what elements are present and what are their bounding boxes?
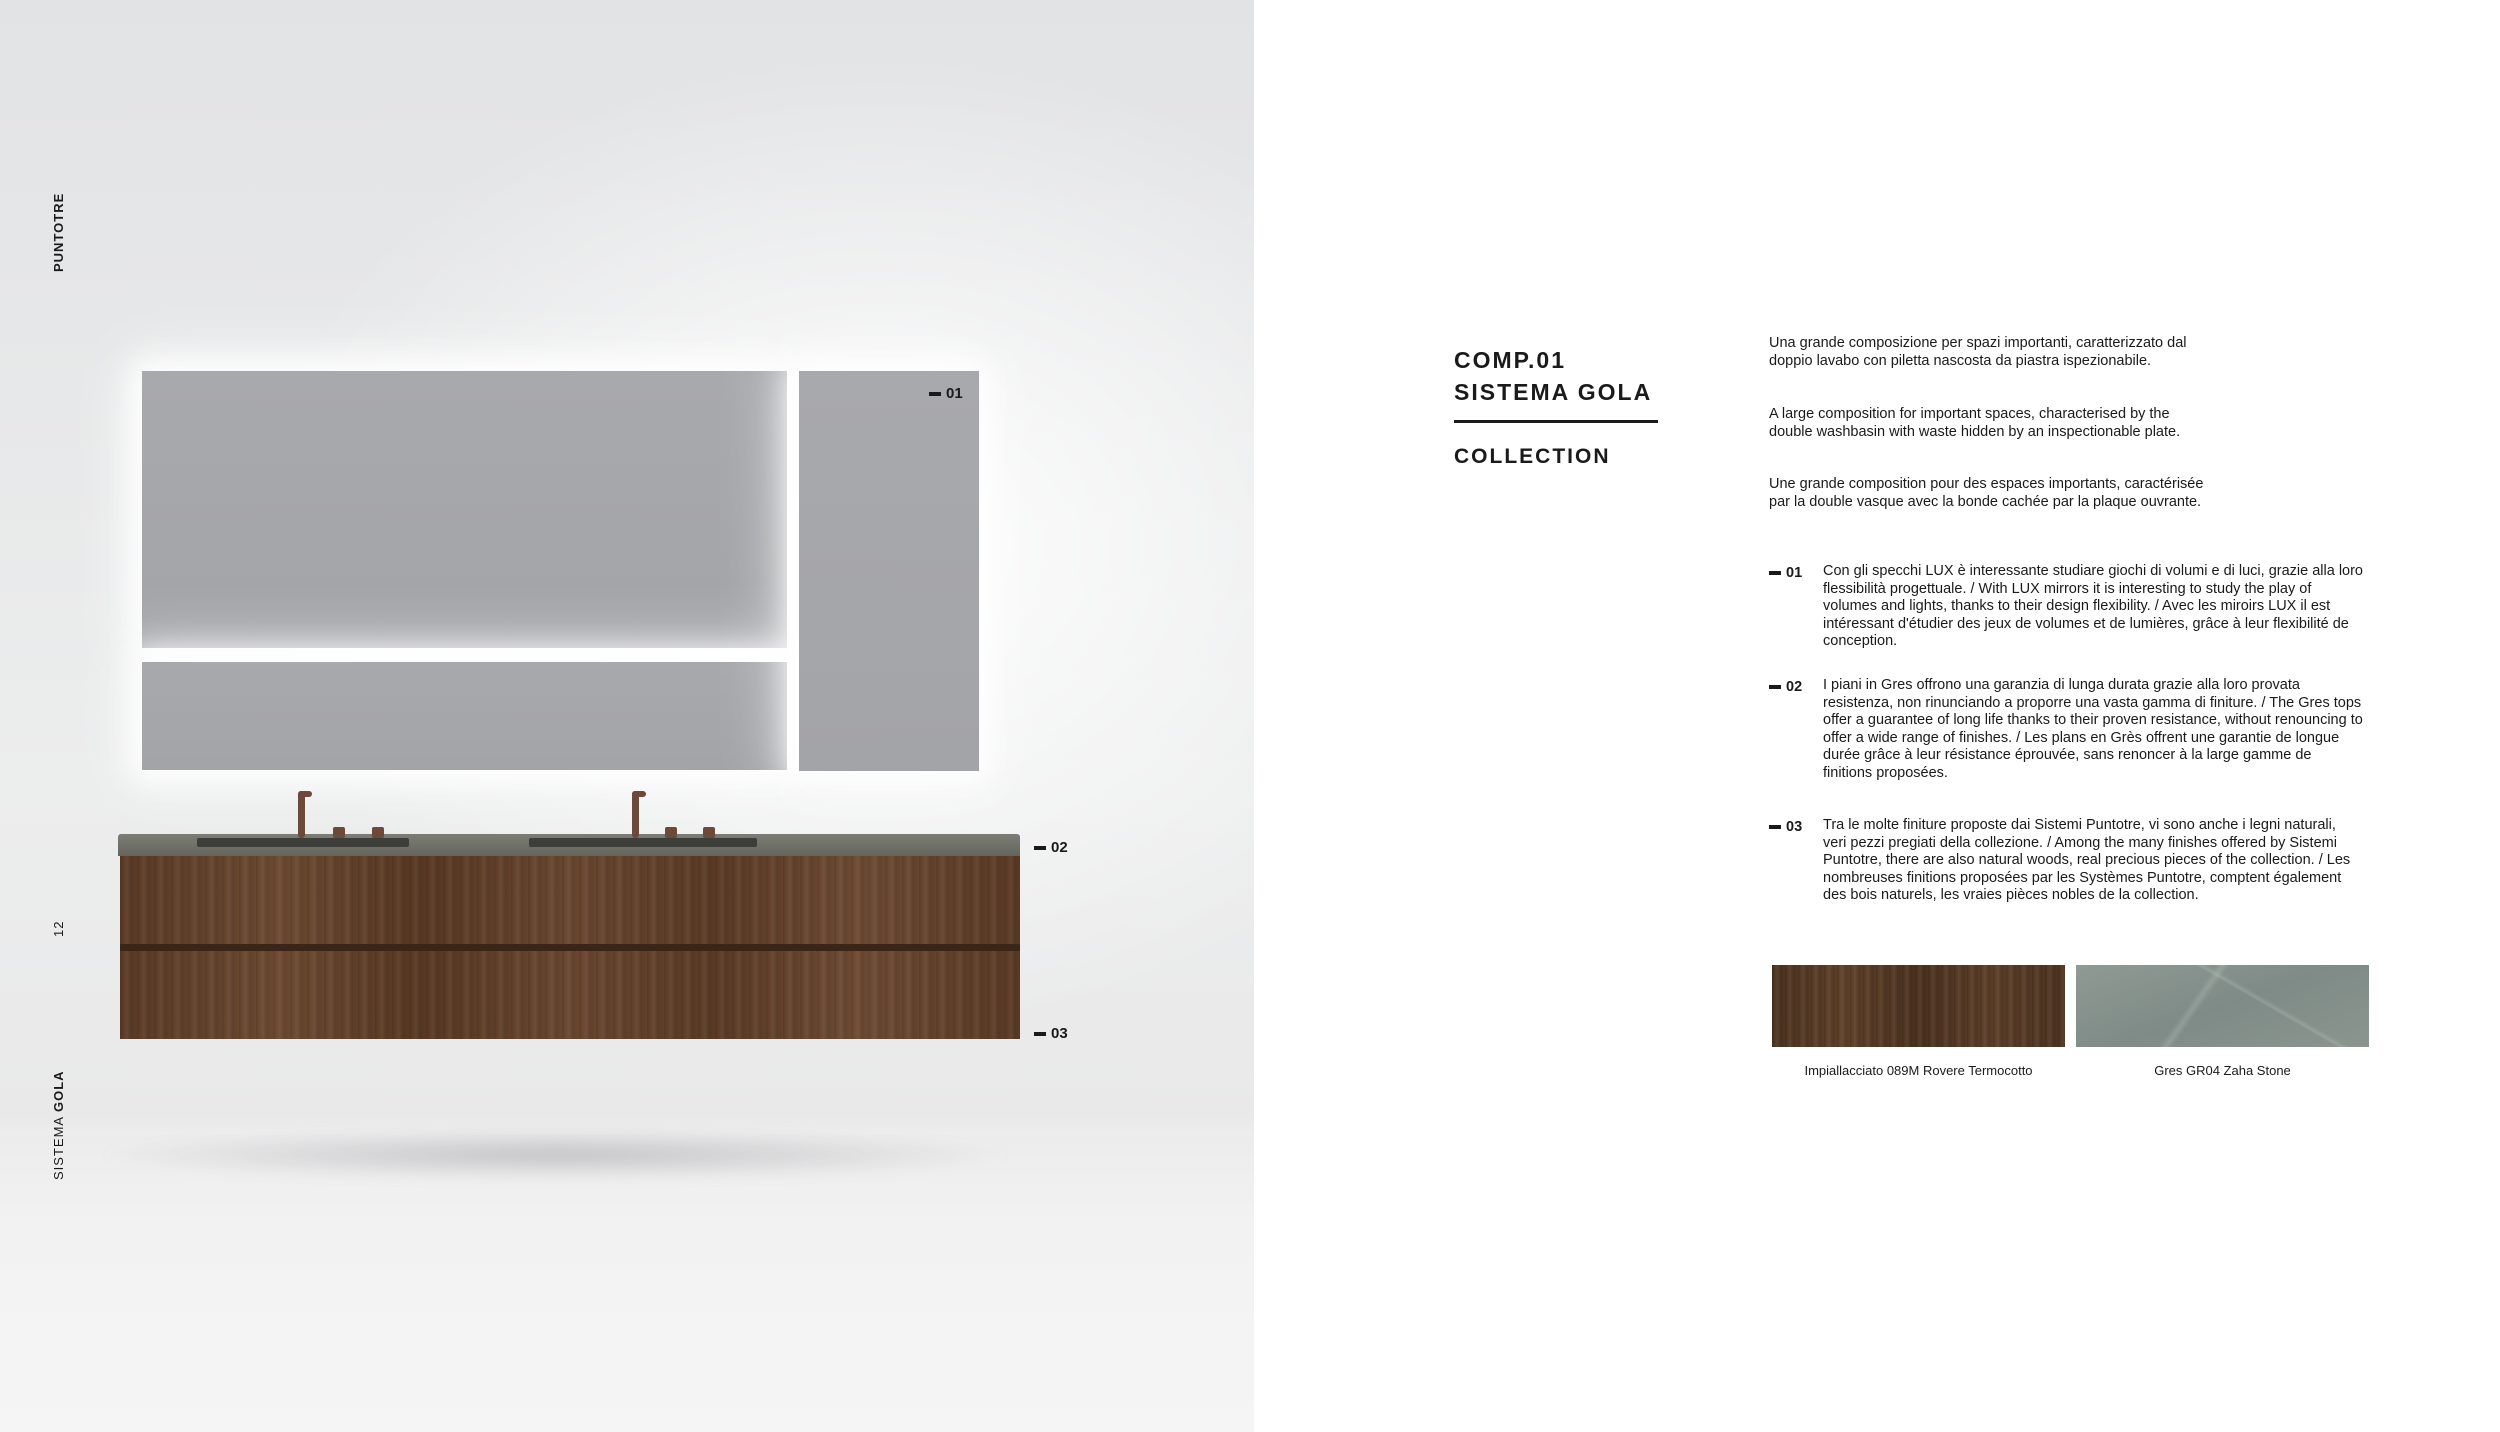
- callout-02: 02: [1034, 839, 1068, 856]
- composition-title: COMP.01 SISTEMA GOLA: [1454, 347, 1653, 405]
- mirror-bottom-left: [142, 662, 787, 770]
- mirror-right: [799, 371, 979, 771]
- faucet-left: [298, 791, 305, 838]
- description-english: A large composition for important spaces, characterised by the double washbasin with waste hidden by an inspectionable plate.: [1769, 406, 2181, 440]
- feature-note-02: 02 I piani in Gres offrono una garanzia di lunga durata grazie alla loro provata resistenza, non rinunciando a proporre una vasta gamma di finiture. / The Gres tops offer a guarantee of long life thanks to their proven resistance, without renouncing to offer a wide range of finishes. / Les plans en Grès offrent une garantie de longue durée grâce à leur résistance éprouvée, sans renoncer à la large gamme de finitions proposées.: [1769, 677, 2369, 782]
- drawer-bottom: [120, 951, 1020, 1039]
- wood-cabinet: [120, 856, 1020, 1039]
- faucet-right: [632, 791, 639, 838]
- section-label: SISTEMA GOLA: [51, 1070, 66, 1180]
- cabinet-shadow: [90, 1130, 1020, 1180]
- tap-knob: [703, 827, 715, 838]
- tap-knob: [372, 827, 384, 838]
- dash-icon: [929, 392, 941, 396]
- callout-01: 01: [929, 385, 963, 402]
- description-italian: Una grande composizione per spazi importanti, caratterizzato dal doppio lavabo con piletta nascosta da piastra ispezionabile.: [1769, 335, 2187, 369]
- feature-note-01: 01 Con gli specchi LUX è interessante studiare giochi di volumi e di luci, grazie alla loro flessibilità progettuale. / With LUX mirrors it is interesting to study the play of volumes and lights, thanks to their design flexibility. / Avec les miroirs LUX il est intéressant d'étudier des jeux de volumes et de lumières, grâce à leur flexibilité de conception.: [1769, 563, 2369, 651]
- description-french: Une grande composition pour des espaces importants, caractérisée par la double vasque avec la bonde cachée par la plaque ouvrante.: [1769, 476, 2204, 510]
- dash-icon: [1034, 1032, 1046, 1036]
- mirror-top-left: [142, 371, 787, 648]
- collection-heading: COLLECTION: [1454, 445, 1611, 468]
- dash-icon: [1769, 685, 1781, 689]
- washbasin-right: [529, 838, 757, 847]
- dash-icon: [1769, 571, 1781, 575]
- feature-note-03: 03 Tra le molte finiture proposte dai Sistemi Puntotre, vi sono anche i legni naturali, veri pezzi pregiati della collezione. / Among the many finishes offered by Sistemi Puntotre, there are also natural woods, real precious pieces of the collection. / Les nombreuses finitions proposées par les Systèmes Puntotre, comptent également des bois naturels, les vraies pièces nobles de la collection.: [1769, 817, 2369, 905]
- tap-knob: [665, 827, 677, 838]
- swatch-label-wood: Impiallacciato 089M Rovere Termocotto: [1804, 1063, 2033, 1078]
- swatch-gres-stone: [2076, 965, 2369, 1047]
- washbasin-left: [197, 838, 409, 847]
- swatch-label-gres: Gres GR04 Zaha Stone: [2154, 1063, 2291, 1078]
- drawer-top: [120, 856, 1020, 944]
- callout-03: 03: [1034, 1025, 1068, 1042]
- title-divider: [1454, 420, 1658, 423]
- gola-groove: [120, 944, 1020, 951]
- dash-icon: [1769, 825, 1781, 829]
- tap-knob: [333, 827, 345, 838]
- brand-label: PUNTOTRE: [51, 192, 66, 272]
- swatch-wood-finish: [1772, 965, 2065, 1047]
- page-number: 12: [51, 920, 66, 937]
- dash-icon: [1034, 846, 1046, 850]
